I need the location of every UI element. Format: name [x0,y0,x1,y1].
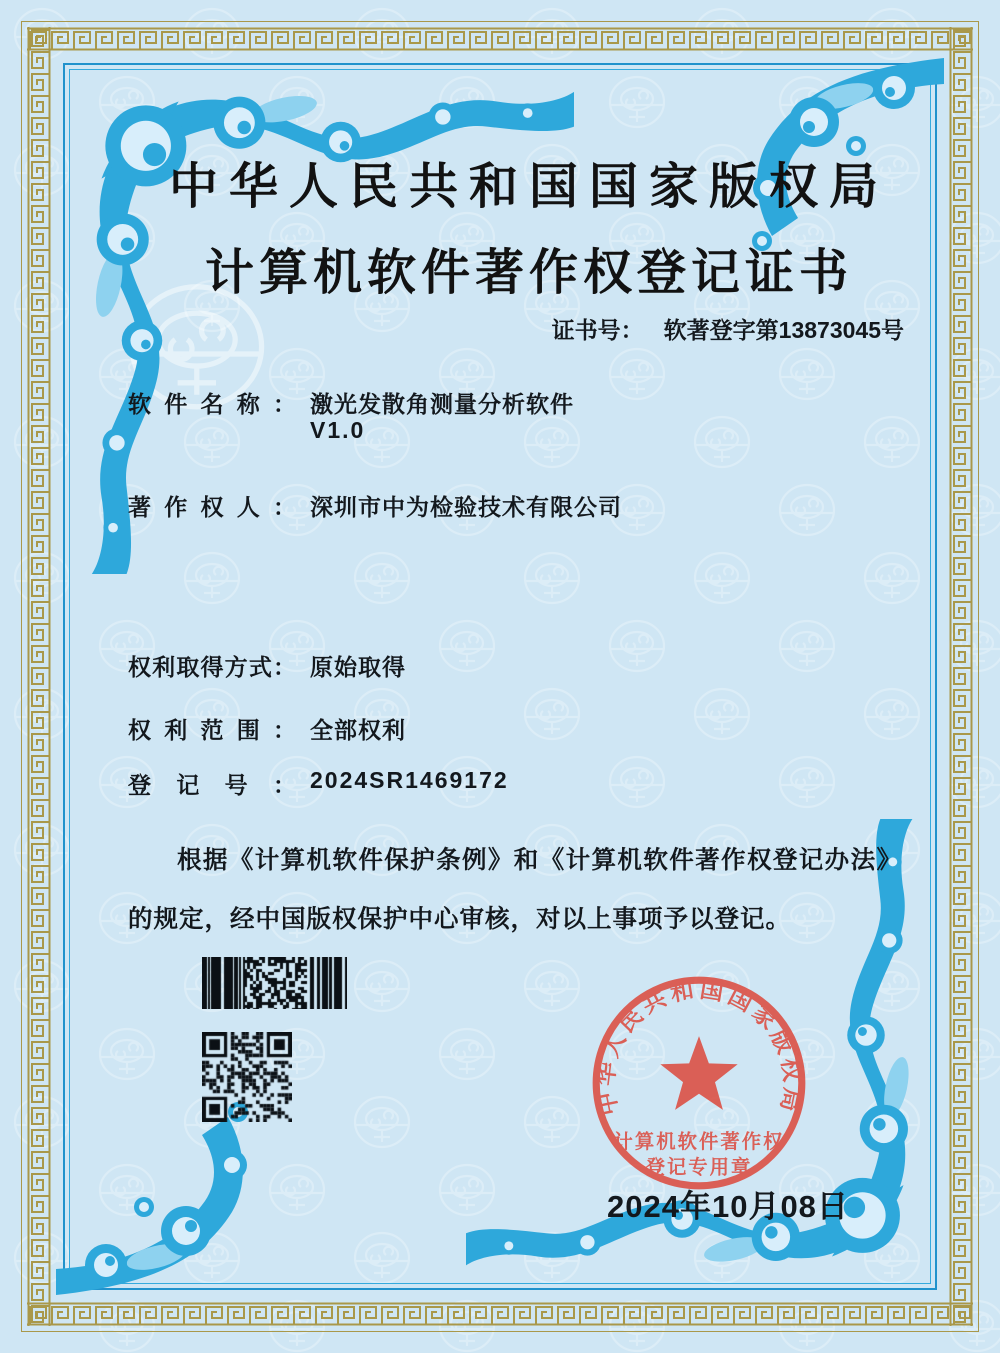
barcode [202,957,347,1009]
copyright-owner-label: 著作权人： [128,494,296,520]
issue-date: 2024年10月08日 [607,1189,849,1224]
seal-ring-text: 中华人民共和国国家版权局 [592,976,806,1118]
qr-code [202,1032,292,1122]
field-rights-scope [128,712,910,745]
software-name-label: 软件名称： [128,391,296,417]
registration-number-label: 登记号： [128,772,296,798]
field-software-name [128,386,910,419]
certificate-number-value: 软著登字第13873045号 [663,317,904,343]
official-seal [585,969,813,1197]
field-copyright-owner [128,489,910,522]
page-title-line1: 中华人民共和国国家版权局 [168,159,889,214]
field-registration-number [128,767,910,800]
certificate-header [130,148,928,304]
rights-scope-label: 权利范围： [128,717,296,743]
acquisition-method-value: 原始取得 [310,654,406,680]
seal-inner-line1: 计算机软件著作权 [613,1132,785,1154]
software-version: V1.0 [310,417,366,443]
red-star-icon [660,1036,737,1110]
certificate-number-label: 证书号： [551,317,644,343]
certificate-number-row [552,312,904,345]
page-title-line2: 计算机软件著作权登记证书 [204,245,853,300]
seal-inner-line2: 登记专用章 [645,1157,753,1179]
rights-scope-value: 全部权利 [310,717,406,743]
acquisition-method-label: 权利取得方式： [128,654,296,680]
software-name-value: 激光发散角测量分析软件 [310,391,574,417]
copyright-owner-value: 深圳市中为检验技术有限公司 [310,494,622,520]
registration-statement: 根据《计算机软件保护条例》和《计算机软件著作权登记办法》的规定，经中国版权保护中心审核，对以上事项予以登记。 [128,847,902,933]
field-acquisition-method [128,649,910,682]
registration-number-value: 2024SR1469172 [310,767,509,793]
